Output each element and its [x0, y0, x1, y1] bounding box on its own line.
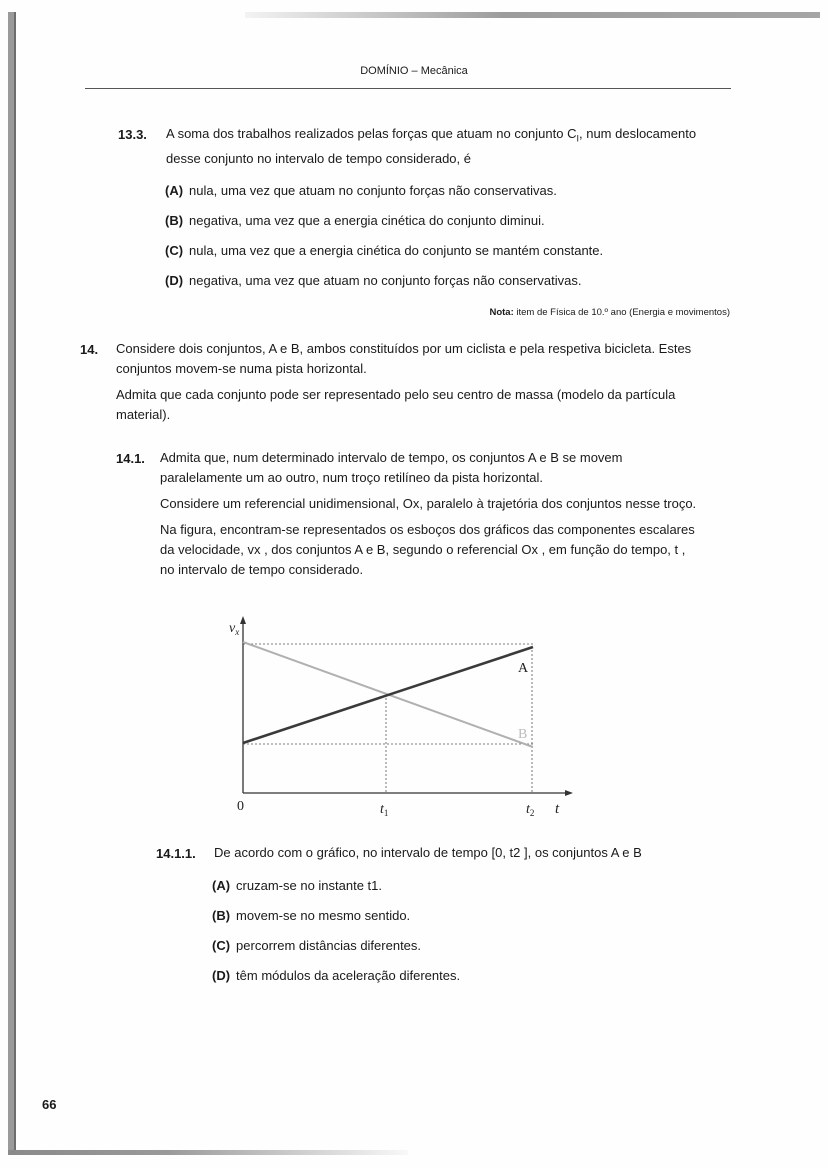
x-axis-arrow-icon [565, 790, 573, 796]
scan-edge-left-line [14, 12, 16, 1152]
series-a-line [243, 647, 533, 743]
question-number-14: 14. [80, 342, 99, 357]
velocity-time-chart [215, 610, 585, 830]
option-13-3-a[interactable]: (A) nula, uma vez que atuam no conjunto forças não conservativas. [165, 183, 557, 198]
question-13-3-stem [166, 124, 696, 169]
option-13-3-d[interactable]: (D) negativa, uma vez que atuam no conjunto forças não conservativas. [165, 273, 582, 288]
scan-edge-top [245, 12, 820, 18]
option-13-3-c[interactable]: (C) nula, uma vez que a energia cinética do conjunto se mantém constante. [165, 243, 604, 258]
series-a-label: A [518, 661, 529, 676]
question-14-1-1-stem: De acordo com o gráfico, no intervalo de tempo [0, t2 ], os conjuntos A e B [214, 845, 642, 860]
option-14-1-1-d[interactable]: (D) têm módulos da aceleração diferentes. [212, 968, 461, 983]
page-number: 66 [42, 1097, 57, 1112]
tick-0: 0 [237, 799, 244, 814]
page-header-title: DOMÍNIO – Mecânica [360, 65, 468, 77]
y-axis-arrow-icon [240, 616, 246, 624]
tick-t1: $t_1$ [380, 802, 389, 818]
question-number-13-3: 13.3. [118, 127, 147, 142]
stem-line-2: desse conjunto no intervalo de tempo considerado, é [166, 150, 471, 166]
header-rule [85, 88, 731, 89]
question-14-1-text: Admita que, num determinado intervalo de tempo, os conjuntos A e B se movem paralelamente um ao outro, num troço retilíneo da pista horizontal. Considere um referencial unidimensional, Ox, paralelo à trajetória dos conjuntos nesse troço. Na figura, encontram-se representados os esboços dos gráficos das componentes escalares da velocidade, vx , dos conjuntos A e B, segundo o referencial Ox , em função do tempo, t , no intervalo de tempo considerado. [160, 450, 697, 577]
x-axis-label: t [555, 801, 560, 817]
option-14-1-1-b[interactable]: (B) movem-se no mesmo sentido. [212, 908, 411, 923]
note: Nota: item de Física de 10.º ano (Energia e movimentos) [489, 307, 730, 318]
scan-edge-bottom [8, 1150, 408, 1155]
question-number-14-1: 14.1. [116, 451, 145, 466]
option-14-1-1-a[interactable]: (A) cruzam-se no instante t1. [212, 878, 383, 893]
option-13-3-b[interactable]: (B) negativa, uma vez que a energia cinética do conjunto diminui. [165, 213, 545, 228]
y-axis-label: $v_x$ [229, 621, 240, 637]
stem-line: A soma dos trabalhos realizados pelas forças que atuam no conjunto C [166, 126, 577, 141]
tick-t2: $t_2$ [526, 802, 535, 818]
question-14-text: Considere dois conjuntos, A e B, ambos constituídos por um ciclista e pela respetiva bicicleta. Estes conjuntos movem-se numa pista horizontal. Admita que cada conjunto pode ser representado pelo seu centro de massa (modelo da partícula material). [116, 341, 692, 422]
subscript: I [576, 133, 579, 144]
stem-line-end: , num deslocamento [578, 126, 697, 141]
question-number-14-1-1: 14.1.1. [156, 846, 196, 861]
option-14-1-1-c[interactable]: (C) percorrem distâncias diferentes. [212, 938, 422, 953]
series-b-label: B [518, 727, 528, 742]
